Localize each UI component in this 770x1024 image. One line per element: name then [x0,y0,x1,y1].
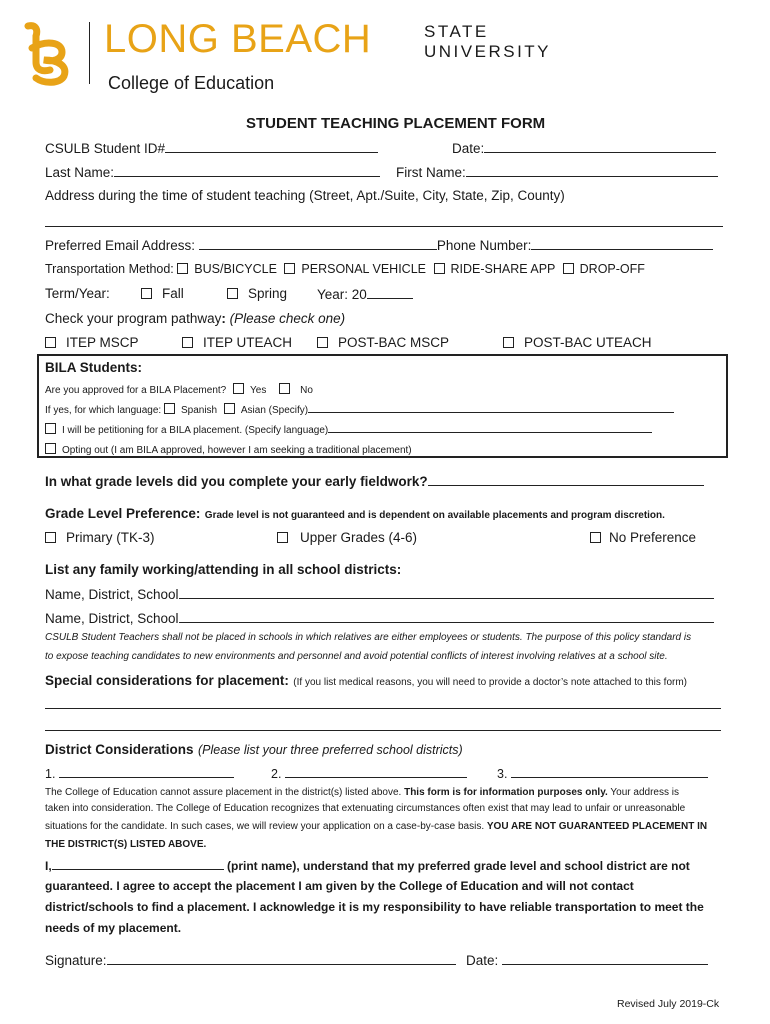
college-name: College of Education [108,73,275,93]
district-paragraph-line-2: taken into consideration. The College of Education recognizes that extenuating circumstances often exist that may lead to unfair or unreasonable [45,803,686,814]
year-label: Year: 20 [317,287,367,302]
student-id-row [45,140,378,156]
signature-field[interactable] [107,952,456,965]
grade-pref-note: Grade level is not guaranteed and is dependent on available placements and program discretion. [204,510,665,521]
district-paragraph-line-3 [45,821,707,832]
personal-vehicle-checkbox[interactable] [284,263,295,274]
address-field[interactable] [45,226,723,227]
term-label: Term/Year: [45,286,110,301]
grade-primary-option [45,530,155,545]
district-choice-2 [271,765,467,781]
pathway-itep-mscp [45,335,139,350]
fieldwork-field[interactable] [428,473,704,486]
drop-off-checkbox[interactable] [563,263,574,274]
no-preference-label: No Preference [609,530,697,545]
spring-label: Spring [248,286,288,301]
pathway-itep-uteach [182,335,292,350]
special-note: (If you list medical reasons, you will need to provide a doctor’s note attached to this form) [293,677,687,688]
date-row [452,140,716,156]
special-row [45,672,687,690]
family-row-1 [45,586,714,602]
primary-label: Primary (TK-3) [66,530,155,545]
special-label: Special considerations for placement: [45,673,289,688]
last-name-label: Last Name: [45,165,115,180]
bila-no-checkbox[interactable] [279,383,290,394]
revision-footer: Revised July 2019-Ck [617,998,720,1010]
pathway-colon: : [221,311,226,326]
fieldwork-question: In what grade levels did you complete your early fieldwork? [45,474,428,489]
fall-checkbox[interactable] [141,288,152,299]
fall-label: Fall [162,286,184,301]
special-field-1[interactable] [45,708,721,709]
district-1-number: 1. [45,767,56,781]
signature-date-field[interactable] [502,952,708,965]
district-paragraph-line-4: THE DISTRICT(S) LISTED ABOVE. [45,839,207,850]
first-name-field[interactable] [466,164,718,177]
bila-approved-row [45,383,313,396]
agreement-i: I, [45,859,52,873]
form-title: STUDENT TEACHING PLACEMENT FORM [246,115,546,132]
bila-petition-row [45,423,652,436]
itep-mscp-label: ITEP MSCP [66,335,139,350]
postbac-mscp-label: POST-BAC MSCP [338,335,450,350]
signature-label: Signature: [45,953,107,968]
district-3-field[interactable] [511,765,708,778]
student-id-label: CSULB Student ID# [45,141,166,156]
family-row-label: Name, District, School [45,587,179,602]
opt-out-checkbox[interactable] [45,443,56,454]
ride-share-checkbox[interactable] [434,263,445,274]
family-field-2[interactable] [179,610,714,623]
university-label: UNIVERSITY [424,42,552,61]
grade-pref-colon: : [195,506,201,521]
petition-label: I will be petitioning for a BILA placement. (Specify language) [62,425,329,436]
personal-vehicle-label: PERSONAL VEHICLE [301,262,427,276]
lb-monogram-logo [22,22,70,86]
primary-checkbox[interactable] [45,532,56,543]
district-row [45,741,463,759]
pathway-note: (Please check one) [229,311,346,326]
itep-uteach-label: ITEP UTEACH [203,335,293,350]
phone-label: Phone Number: [436,238,532,253]
no-preference-checkbox[interactable] [590,532,601,543]
email-field[interactable] [199,237,437,250]
bila-no-label: No [300,385,313,396]
upper-grades-label: Upper Grades (4-6) [300,530,418,545]
bila-title: BILA Students: [45,360,142,375]
info-only-emphasis: This form is for information purposes only. [404,787,608,798]
postbac-mscp-checkbox[interactable] [317,337,328,348]
pathway-postbac-mscp [317,335,449,350]
print-name-field[interactable] [52,857,224,870]
family-row-label: Name, District, School [45,611,179,626]
bila-language-question: If yes, for which language: [45,405,162,416]
asian-label: Asian (Specify) [240,405,309,416]
family-row-2 [45,610,714,626]
asian-specify-field[interactable] [308,403,674,413]
bus-bicycle-checkbox[interactable] [177,263,188,274]
asian-checkbox[interactable] [224,403,235,414]
year-field[interactable] [367,286,413,299]
agreement-line-4: needs of my placement. [45,921,182,935]
district-choice-1 [45,765,234,781]
agreement-line-1 [45,857,690,873]
last-name-field[interactable] [114,164,380,177]
bus-bicycle-label: BUS/BICYCLE [194,262,277,276]
district-paragraph-line-1 [45,787,679,798]
bila-language-row [45,403,674,416]
spring-option [227,286,287,301]
upper-grades-checkbox[interactable] [277,532,288,543]
spring-checkbox[interactable] [227,288,238,299]
email-row [45,237,713,253]
pathway-label: Check your program pathway [45,311,222,326]
petition-checkbox[interactable] [45,423,56,434]
bila-approved-question: Are you approved for a BILA Placement? [45,385,227,396]
petition-language-field[interactable] [328,423,652,433]
family-heading: List any family working/attending in all school districts: [45,562,402,577]
policy-line-2: to expose teaching candidates to new environments and personnel and avoid potential conflicts of interest involving relatives at a school site. [45,651,668,662]
bila-yes-checkbox[interactable] [233,383,244,394]
agreement-line-2: guaranteed. I agree to accept the placement I am given by the College of Education and will not contact [45,879,634,893]
itep-mscp-checkbox[interactable] [45,337,56,348]
postbac-uteach-label: POST-BAC UTEACH [524,335,652,350]
first-name-label: First Name: [396,165,466,180]
signature-date-label: Date: [466,953,499,968]
district-3-number: 3. [497,767,508,781]
email-label: Preferred Email Address: [45,238,196,253]
para-text: Your address is [607,787,679,798]
pathway-postbac-uteach [503,335,652,350]
date-field[interactable] [484,140,716,153]
signature-row [45,952,456,968]
policy-line-1: CSULB Student Teachers shall not be placed in schools in which relatives are either employees or students. The purpose of this policy standard is [45,632,692,643]
agreement-line-3: district/schools to find a placement. I acknowledge it is my responsibility to have reliable transportation to meet the [45,900,704,914]
postbac-uteach-checkbox[interactable] [503,337,514,348]
fall-option [141,286,184,301]
logo-divider [89,22,90,84]
signature-date-row [466,952,708,968]
agreement-text-1: (print name), understand that my preferred grade level and school district are not [227,859,690,873]
ride-share-label: RIDE-SHARE APP [450,262,556,276]
pathway-row [45,311,345,326]
last-name-row [45,164,380,180]
district-note: (Please list your three preferred school districts) [197,743,463,757]
district-2-field[interactable] [285,765,467,778]
para-text: The College of Education cannot assure placement in the district(s) listed above. [45,787,405,798]
not-guaranteed-emphasis: YOU ARE NOT GUARANTEED PLACEMENT IN [486,821,708,832]
transportation-row [45,262,645,276]
district-label: District Considerations [45,742,194,757]
university-name: LONG BEACH [104,17,372,61]
first-name-row [396,164,718,180]
grade-nopref-option [590,530,696,545]
bila-yes-label: Yes [250,385,267,396]
grade-pref-row [45,505,665,523]
date-label: Date: [452,141,485,156]
address-label: Address during the time of student teaching (Street, Apt./Suite, City, State, Zip, County) [45,188,565,203]
spanish-label: Spanish [180,405,218,416]
year-row [317,286,413,302]
bila-optout-row [45,443,412,456]
spanish-checkbox[interactable] [164,403,175,414]
transportation-label: Transportation Method: [45,262,174,276]
special-field-2[interactable] [45,730,721,731]
family-field-1[interactable] [179,586,714,599]
fieldwork-row [45,473,704,489]
student-id-field[interactable] [165,140,378,153]
opt-out-label: Opting out (I am BILA approved, however I am seeking a traditional placement) [62,445,412,456]
drop-off-label: DROP-OFF [579,262,645,276]
district-1-field[interactable] [59,765,234,778]
itep-uteach-checkbox[interactable] [182,337,193,348]
state-label: STATE [424,22,489,41]
phone-field[interactable] [531,237,713,250]
grade-upper-option [277,530,417,545]
district-2-number: 2. [271,767,282,781]
para-text: situations for the candidate. In such cases, we will review your application on a case-by-case basis. [45,821,487,832]
grade-pref-label: Grade Level Preference [45,506,196,521]
district-choice-3 [497,765,708,781]
